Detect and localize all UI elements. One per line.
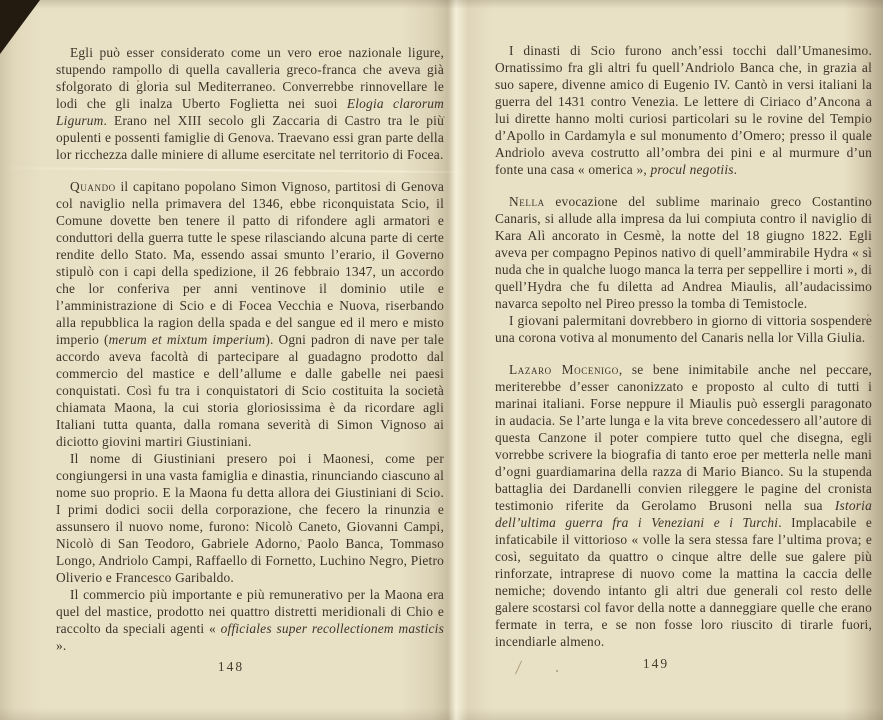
text-run: . Erano nel XIII secolo gli Zaccaria di Castro tra le più opulenti e possenti famiglie di Genova. Traevano essi gran parte della lor ricchezza dalle miniere di allume esercitate nel territorio di Focea. (56, 113, 444, 162)
paragraph (56, 44, 444, 163)
page-text-left (56, 44, 444, 654)
paragraph (56, 450, 444, 586)
page-text-right (495, 42, 872, 650)
paragraph (495, 312, 872, 346)
paragraph (56, 178, 444, 450)
text-run: Il commercio più importante e più remunerativo per la Maona era quel del mastice, prodotto nei quattro distretti meridionali di Chio e raccolto da speciali agenti « (56, 587, 444, 636)
smallcaps-run: Nella (509, 194, 545, 209)
text-run: Egli può esser considerato come un vero eroe nazionale ligure, stupendo rampollo di quella cavalleria greco-franca che aveva già sfolgorato di gloria sul Mediterraneo. Converrebbe rinnovellare le lodi che gli inalza Uberto Foglietta nei suoi (56, 45, 444, 111)
text-run: ). Ogni padron di nave per tale accordo aveva facoltà di partecipare al guadagno prodotto dal commercio del mastice e dell’allume e dalle gabelle nei paesi conquistati. Così fu tra i conquistatori di Scio costituita la società chiamata Maona, la cui storia gloriosissima è da ricordare agli Italiani tutta quanta, dalla romana severità di Simon Vignoso ai diciotto giovini martiri Giustiniani. (56, 332, 444, 449)
text-run: . (733, 162, 738, 177)
paragraph (495, 42, 872, 178)
text-run: . Implacabile e infaticabile il vittorioso « volle la sera stessa fare l’ultima prova; e così, seguitato da quattro o cinque altre delle sue galere più rinforzate, intraprese di nuovo come la mattina la caccia delle nemiche; dovendo intanto gli altri due generali col resto delle galere scostarsi col favor della notte a danneggiare quelle che erano fermate in terra, e se non fosse loro riuscito di tirarle fuori, incendiarle almeno. (495, 515, 873, 649)
italic-run: merum et mixtum imperium (108, 332, 266, 347)
page-number-left: 148 (217, 659, 245, 674)
text-run: , se bene inimitabile anche nel peccare, meriterebbe d’esser canonizzato e proposto al culto di tutti i marinai italiani. Forse neppure il Miaulis può essergli paragonato in audacia. Se l’arte lunga e la vita breve concedessero all’autore di questa Canzone il poter compiere tutto quel che disegna, egli vorrebbe scrivere la biografia di tanto eroe per metterla nelle mani d’ogni guardiamarina della razza di Mario Bianco. Su la stupenda battaglia dei Dardanelli convien rileggere le pagine del cronista testimonio riferite da Gerolamo Brusoni nella sua (495, 362, 872, 513)
text-run: I giovani palermitani dovrebbero in giorno di vittoria sospendere una corona votiva al monumento del Canaris nella lor Villa Giulia. (495, 313, 872, 345)
photo-corner-shadow (0, 0, 40, 54)
paper-specks (0, 0, 2, 2)
italic-run: procul negotiis (650, 162, 734, 177)
text-run: evocazione del sublime marinaio greco Costantino Canaris, si allude alla impresa da lui compiuta contro il naviglio di Kara Alì ancorato in Cesmè, la notte del 18 giugno 1822. Egli aveva per compagno Pepinos nativo di quell’ammirabile Hydra « sì nuda che in qualche luogo manca la terra per seppellire i morti », di quell’Hydra che fu diletta ad Andrea Miaulis, all’audacissimo navarca sepolto nel Pireo presso la tomba di Temistocle. (495, 194, 872, 311)
text-run: il capitano popolano Simon Vignoso, partitosi di Genova col naviglio nella primavera del 1346, ebbe riconquistata Scio, il Comune dovette ben tenere il patto di rifondere agli armatori e conduttori della guerra tutte le spese rilasciando alcuna parte di certe rendite dello Stato. Ma, essendo assai smunto l’erario, il Governo stipulò con i capi della spedizione, il 26 febbraio 1347, un accordo che lor conferiva per anni ventinove il dominio utile e l’amministrazione di Scio e di Focea Vecchia e Nuova, riserbando alla repubblica la ragion della spada e del sangue ed il mero e misto imperio ( (56, 179, 444, 347)
text-run: Il nome di Giustiniani presero poi i Maonesi, come per congiungersi in una vasta famiglia e dinastia, rinunciando ciascuno al nome suo proprio. E la Maona fu detta allora dei Giustiniani di Scio. I primi dodici socii della corporazione, che fecero la rinunzia e assunsero il nuovo nome, furono: Nicolò Caneto, Giovanni Campi, Nicolò di San Teodoro, Gabriele Adorno, Paolo Banca, Tommaso Longo, Andriolo Campi, Raffaello di Fornetto, Luchino Negro, Pietro Oliverio e Francesco Garibaldo. (56, 451, 444, 585)
text-run: ». (56, 638, 67, 653)
page-number-right: 149 (642, 656, 670, 671)
italic-run: Elogia clarorum Ligurum (56, 96, 444, 128)
paragraph (495, 361, 872, 650)
paragraph (495, 193, 872, 312)
text-run: I dinasti di Scio furono anch’essi tocchi dall’Umanesimo. Ornatissimo fra gli altri fu quell’Andriolo Banca che, in grazia al suo sapere, divenne amico di Eugenio IV. Cantò in versi italiani la guerra del 1431 contro Venezia. Le lettere di Ciriaco d’Ancona a lui dirette hanno molti curiosi particolari su le rovine del Tempio d’Apollo in Cardamyla e sul monumento d’Omero; presso il quale Andriolo aveva costrutto all’ombra dei pini e al murmure d’un fonte una casa « omerica », (495, 43, 872, 177)
italic-run: Istoria dell’ultima guerra fra i Veneziani e i Turchi (495, 498, 872, 530)
italic-run: officiales super recollectionem masticis (220, 621, 444, 636)
paragraph (56, 586, 444, 654)
paper-scratch (515, 660, 522, 674)
smallcaps-run: Lazaro Mocenigo (509, 362, 619, 377)
smallcaps-run: Quando (70, 179, 116, 194)
